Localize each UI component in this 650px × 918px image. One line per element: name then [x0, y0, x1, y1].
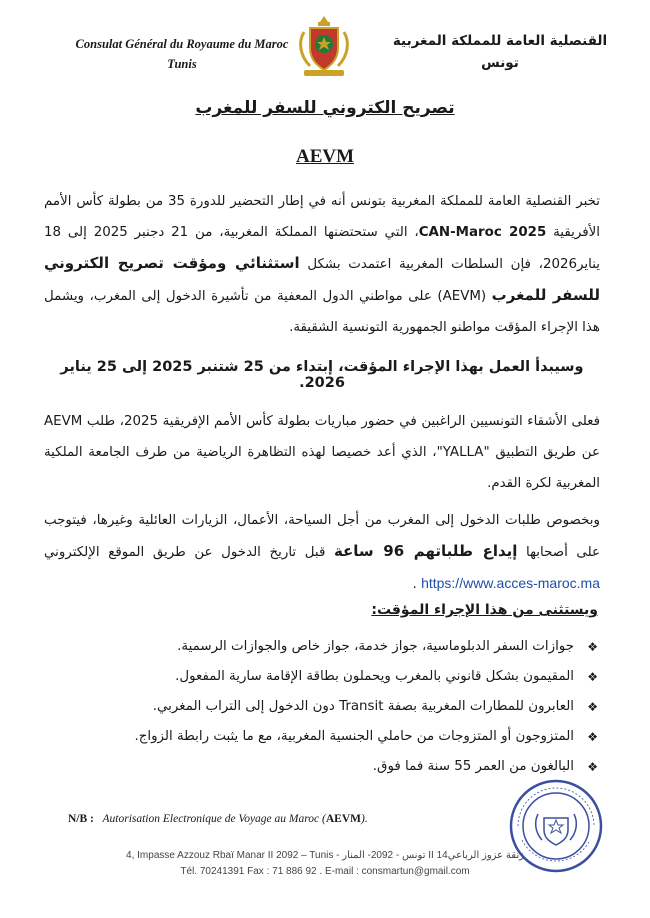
- exceptions-list: [82, 632, 602, 782]
- diamond-bullet-icon: ❖: [587, 640, 598, 654]
- royal-emblem-icon: [296, 14, 352, 80]
- nb-label: N/B :: [68, 813, 94, 825]
- entry-bold-text: إيداع طلباتهم 96 ساعة: [333, 542, 518, 560]
- list-item: ❖ المتزوجون أو المتزوجات من حاملي الجنسية المغربية، مع ما يثبت رابطة الزواج.: [82, 722, 602, 752]
- intro-bold-text: استثنائي ومؤقت تصريح الكتروني للسفر للمغرب: [44, 254, 600, 304]
- diamond-bullet-icon: ❖: [587, 730, 598, 744]
- header-arabic: [390, 30, 610, 74]
- diamond-bullet-icon: ❖: [587, 700, 598, 714]
- intro-text-1: تخبر القنصلية العامة للمملكة المغربية بتونس أنه في إطار التحضير للدورة 35 من بطولة كأس الأمم الأفريقية: [44, 194, 600, 240]
- nb-code: AEVM: [325, 813, 361, 825]
- intro-text-2: ، التي ستحتضنها المملكة المغربية، من 21 دجنبر 2025 إلى 18 يناير2026، فإن السلطات المغربية اعتمدت بشكل: [44, 225, 600, 272]
- document-title: تصريح الكتروني للسفر للمغرب: [195, 98, 455, 118]
- header-french-line1: Consulat Général du Royaume du Maroc: [75, 37, 289, 51]
- entry-request-paragraph: [44, 505, 600, 600]
- document-code-title: AEVM: [295, 146, 355, 167]
- list-item: ❖ جوازات السفر الدبلوماسية، جواز خدمة، جواز خاص والجوازات الرسمية.: [82, 632, 602, 662]
- diamond-bullet-icon: ❖: [587, 760, 598, 774]
- nb-text: Autorisation Electronique de Voyage au Maroc (: [102, 813, 326, 825]
- list-item: ❖ العابرون للمطارات المغربية بصفة Transit دون الدخول إلى التراب المغربي.: [82, 692, 602, 722]
- list-item: ❖ البالغون من العمر 55 سنة فما فوق.: [82, 752, 602, 782]
- entry-text-1: وبخصوص طلبات الدخول إلى المغرب من أجل السياحة، الأعمال، الزيارات العائلية وغيرها، فيتوجب على أصحابها: [44, 513, 601, 560]
- header-french: [62, 34, 302, 74]
- list-item: ❖ المقيمون بشكل قانوني بالمغرب ويحملون بطاقة الإقامة سارية المفعول.: [82, 662, 602, 692]
- nb-end: ).: [361, 813, 368, 825]
- intro-paragraph: [44, 186, 600, 343]
- footer-address: 4, Impasse Azzouz Rbaï Manar II 2092 – Tunis - تونس - 2092- المنار II 14زنقة عزوز الرباعي: [126, 850, 524, 861]
- header-arabic-line2: تونس: [481, 55, 519, 71]
- entry-text-2: قبل تاريخ الدخول عن طريق الموقع الإلكتروني: [44, 545, 334, 560]
- header-arabic-line1: القنصلية العامة للمملكة المغربية: [392, 33, 608, 49]
- can-maroc-label: CAN-Maroc 2025: [418, 225, 547, 240]
- footer-contact: Tél. 70241391 Fax : 71 886 92 . E-mail : consmartun@gmail.com: [180, 866, 470, 877]
- acces-maroc-link[interactable]: https://www.acces-maroc.ma: [421, 575, 600, 591]
- header-french-line2: Tunis: [167, 57, 197, 71]
- diamond-bullet-icon: ❖: [587, 670, 598, 684]
- consulate-stamp-icon: [508, 778, 604, 874]
- nb-note: [68, 813, 368, 825]
- exceptions-title: ويستثنى من هذا الإجراء المؤقت:: [371, 602, 598, 618]
- start-date-notice: وسيبدأ العمل بهذا الإجراء المؤقت، إبتداء من 25 شتنبر 2025 إلى 25 يناير 2026.: [60, 359, 584, 391]
- entry-text-end: .: [412, 577, 422, 592]
- yalla-paragraph: فعلى الأشقاء التونسيين الراغبين في حضور مباريات بطولة كأس الأمم الإفريقية 2025، طلب AEVM عن طريق التطبيق "YALLA"، الذي أعد خصيصا لهذه التظاهرة الرياضية من طرف الجامعة الملكية المغربية لكرة القدم.: [44, 414, 601, 491]
- intro-text-3: (AEVM) على مواطني الدول المعفية من تأشيرة الدخول إلى المغرب، ويشمل هذا الإجراء المؤقت مواطنو الجمهورية التونسية الشقيقة.: [44, 289, 600, 335]
